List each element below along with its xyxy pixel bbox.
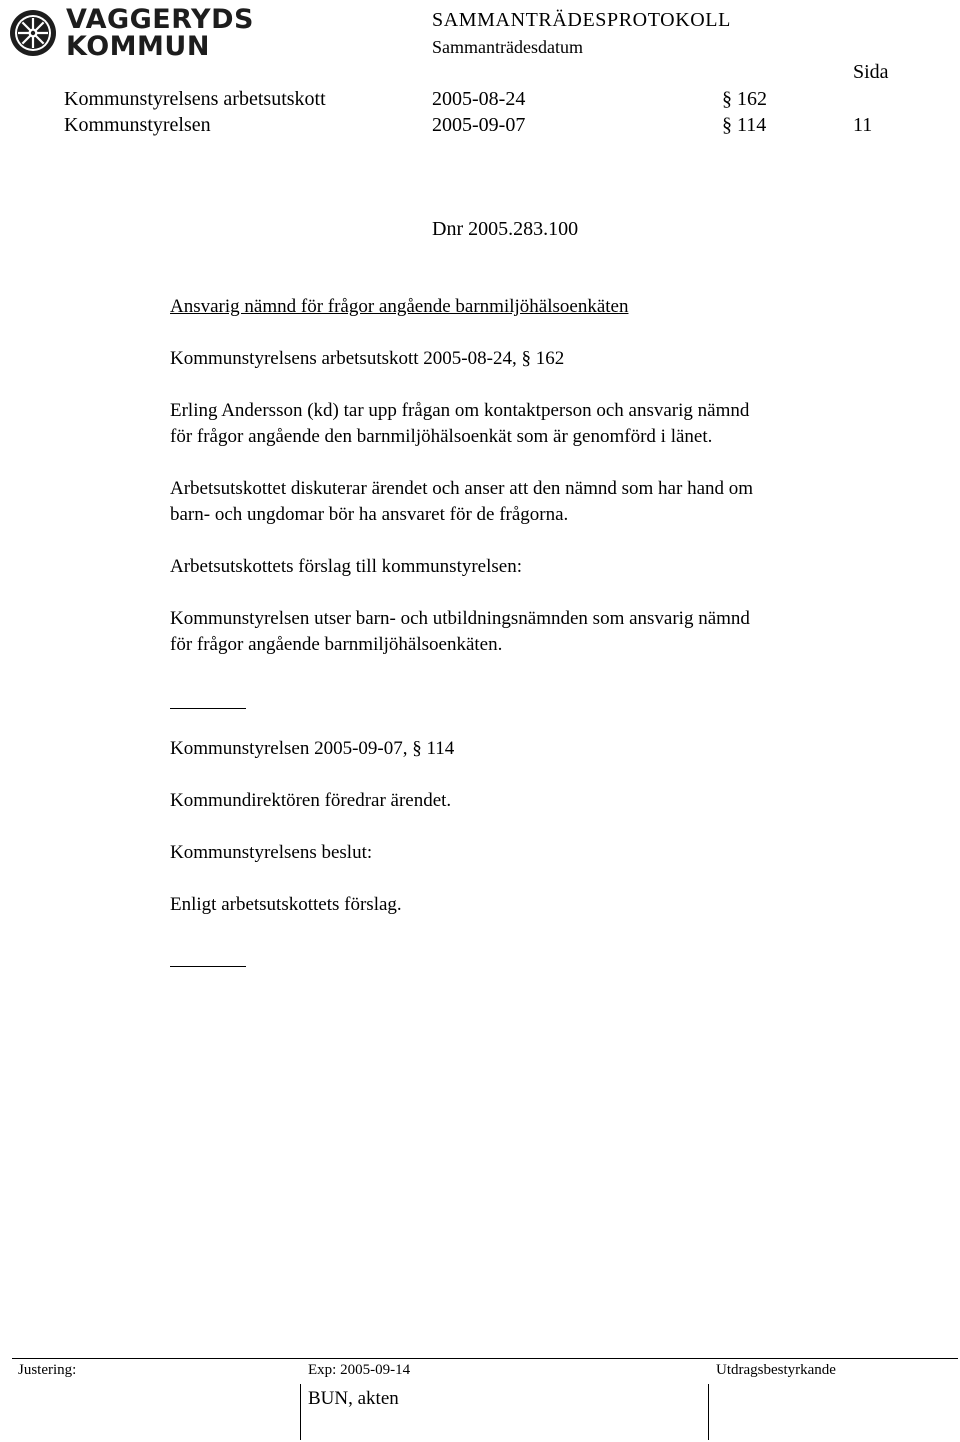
logo-line-1: VAGGERYDS [66,4,254,35]
separator-line-2 [170,966,246,967]
footer-justering-label: Justering: [18,1362,77,1378]
au-reference: Kommunstyrelsens arbetsutskott 2005-08-24, § 162 [170,348,565,369]
header-row-2-page: 11 [853,114,873,136]
ks-presenter-text: Kommundirektören föredrar ärendet. [170,790,452,811]
paragraph-1-line-1: Erling Andersson (kd) tar upp frågan om kontaktperson och ansvarig nämnd [170,400,750,421]
footer-exp-label: Exp: 2005-09-14 [308,1362,411,1378]
paragraph-2-line-2: barn- och ungdomar bör ha ansvaret för de frågorna. [170,504,569,525]
footer-utdrag-label: Utdragsbestyrkande [716,1362,836,1378]
header-row-2-date: 2005-09-07 [432,114,526,136]
separator-line-1 [170,708,246,709]
meeting-date-label: Sammanträdesdatum [432,37,583,57]
footer-divider-right [708,1384,709,1440]
footer-exp-recipients: BUN, akten [308,1388,399,1409]
footer-rule [12,1358,958,1359]
paragraph-1-line-2: för frågor angående den barnmiljöhälsoenkät som är genomförd i länet. [170,426,713,447]
subject-heading: Ansvarig nämnd för frågor angående barnmiljöhälsoenkäten [170,296,629,317]
proposal-line-2: för frågor angående barnmiljöhälsoenkäten. [170,634,503,655]
decision-text: Enligt arbetsutskottets förslag. [170,894,402,915]
header-row-2-body: Kommunstyrelsen [64,114,211,136]
document-title: SAMMANTRÄDESPROTOKOLL [432,9,731,31]
header-row-1-body: Kommunstyrelsens arbetsutskott [64,88,326,110]
header-row-1-section: § 162 [722,88,767,110]
page-label: Sida [853,61,889,83]
proposal-line-1: Kommunstyrelsen utser barn- och utbildningsnämnden som ansvarig nämnd [170,608,750,629]
logo-wordmark [66,6,254,60]
decision-heading: Kommunstyrelsens beslut: [170,842,373,863]
municipality-logo [8,4,254,62]
logo-line-2: KOMMUN [66,31,210,62]
header-row-1-date: 2005-08-24 [432,88,526,110]
paragraph-2-line-1: Arbetsutskottet diskuterar ärendet och anser att den nämnd som har hand om [170,478,754,499]
wheel-emblem-icon [8,8,58,58]
ks-reference: Kommunstyrelsen 2005-09-07, § 114 [170,738,455,759]
header-row-2-section: § 114 [722,114,767,136]
proposal-heading: Arbetsutskottets förslag till kommunstyrelsen: [170,556,522,577]
diary-number: Dnr 2005.283.100 [432,218,579,240]
footer-divider-left [300,1384,301,1440]
